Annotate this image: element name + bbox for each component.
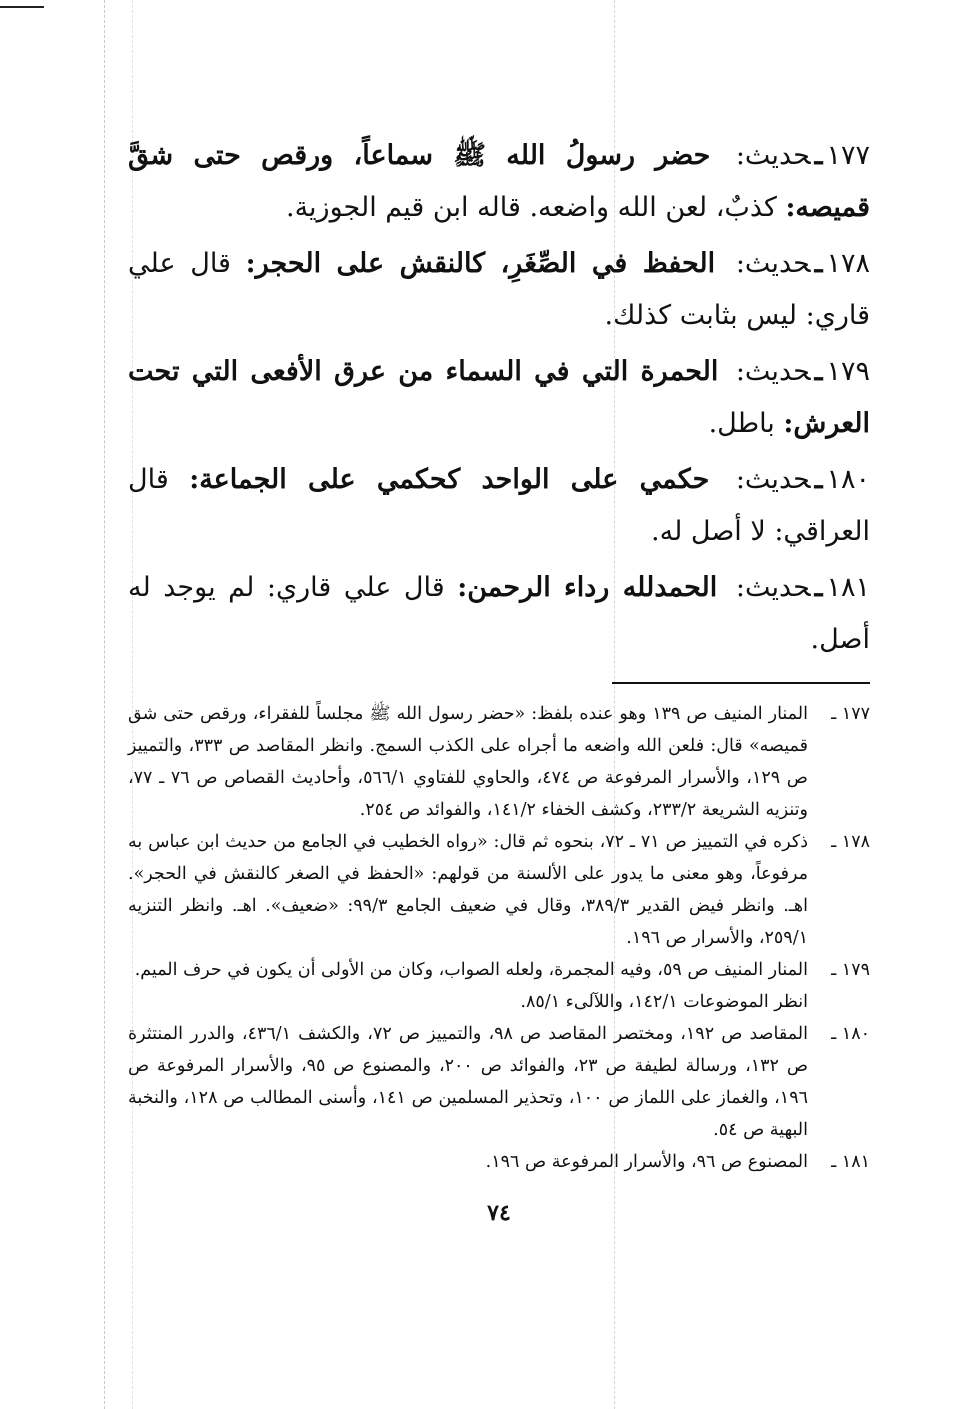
footnotes	[128, 698, 870, 1178]
entry-number: ١٧٨	[826, 248, 870, 279]
entry-label: حديث:	[735, 248, 811, 279]
footnote-number: ١٨٠ ـ	[831, 1024, 870, 1044]
footnote-number: ١٧٨ ـ	[831, 832, 870, 852]
hadith-text: الحفظ في الصِّغَرِ، كالنقش على الحجر:	[245, 248, 716, 279]
entry-dash: ـ	[814, 140, 823, 171]
page-number: ٧٤	[487, 1200, 511, 1226]
footnote-body	[128, 1018, 808, 1146]
footnote-body	[128, 698, 808, 826]
scan-fold-line	[104, 0, 105, 1409]
hadith-text: حضر رسولُ الله ﷺ سماعاً، ورقص حتى شقَّ قميصه:	[128, 140, 870, 223]
footnote-number: ١٧٧ ـ	[831, 704, 870, 724]
footnote	[128, 1146, 870, 1178]
hadith-entry	[128, 238, 870, 342]
footnote-number: ١٨١ ـ	[831, 1152, 870, 1172]
hadith-entry	[128, 346, 870, 450]
hadith-text: الحمرة التي في السماء من عرق الأفعى التي تحت العرش:	[128, 356, 870, 439]
hadith-entries	[128, 130, 870, 666]
hadith-verdict: كذبٌ، لعن الله واضعه. قاله ابن قيم الجوزية.	[285, 192, 777, 223]
footnote	[128, 826, 870, 954]
entry-dash: ـ	[814, 572, 823, 603]
entry-number: ١٧٧	[826, 140, 870, 171]
entry-number: ١٧٩	[826, 356, 870, 387]
footnote-body	[128, 826, 808, 954]
hadith-entry	[128, 130, 870, 234]
hadith-verdict: قال العراقي: لا أصل له.	[128, 464, 870, 547]
hadith-text: الحمدلله رداء الرحمن:	[457, 572, 718, 603]
entry-label: حديث:	[735, 356, 811, 387]
corner-crop-mark	[0, 6, 44, 8]
footnote-text: المقاصد ص ١٩٢، ومختصر المقاصد ص ٩٨، والتمييز ص ٧٢، والكشف ٤٣٦/١، والدرر المنتثرة ص ١٣٢، ورسالة لطيفة ص ٢٣، والفوائد ص ٢٠٠، والمصنوع ص ٩٥، والأسرار المرفوعة ص ١٩٦، والغماز على اللماز ص ١٠٠، وتحذير المسلمين ص ١٤١، وأسنى المطالب ص ١٢٨، والنخبة البهية ص ٥٤.	[128, 1024, 809, 1140]
hadith-verdict: باطل.	[708, 408, 775, 439]
entry-dash: ـ	[814, 248, 823, 279]
entry-number: ١٨١	[826, 572, 871, 603]
footnote-separator	[612, 682, 870, 684]
footnote-text: انظر الموضوعات ١٤٢/١، واللآلىء ٨٥/١.	[520, 992, 808, 1012]
hadith-entry	[128, 562, 870, 666]
hadith-entry	[128, 454, 870, 558]
entry-label: حديث:	[735, 140, 811, 171]
entry-dash: ـ	[814, 464, 823, 495]
hadith-text: حكمي على الواحد كحكمي على الجماعة:	[189, 464, 710, 495]
footnote-number: ١٧٩ ـ	[831, 960, 870, 980]
footnote	[128, 954, 870, 1018]
footnote	[128, 1018, 870, 1146]
entry-dash: ـ	[814, 356, 823, 387]
footnote-text: المصنوع ص ٩٦، والأسرار المرفوعة ص ١٩٦.	[485, 1152, 808, 1172]
footnote-text: ذكره في التمييز ص ٧١ ـ ٧٢، بنحوه ثم قال: «رواه الخطيب في الجامع من حديث ابن عباس به مرفوعاً، وهو معنى ما يدور على الألسنة من قولهم: «الحفظ في الصغر كالنقش في الحجر». اهـ. وانظر فيض القدير ٣٨٩/٣، وقال في ضعيف الجامع ٩٩/٣: «ضعيف». اهـ. وانظر التنزيه ٢٥٩/١، والأسرار ص ١٩٦.	[128, 832, 808, 948]
book-page	[128, 130, 870, 1226]
footnote	[128, 698, 870, 826]
hadith-verdict: قال علي قاري: ليس بثابت كذلك.	[128, 248, 870, 331]
footnote-text: المنار المنيف ص ٥٩، وفيه المجمرة، ولعله الصواب، وكان من الأولى أن يكون في حرف الميم.	[134, 960, 808, 980]
footnote-body	[128, 954, 808, 1018]
footnote-text: المنار المنيف ص ١٣٩ وهو عنده بلفظ: «حضر رسول الله ﷺ مجلساً للفقراء، ورقص حتى شق قميصه» قال: فلعن الله واضعه ما أجراه على الكذب السمج. وانظر المقاصد ص ٣٣٣، والتمييز ص ١٢٩، والأسرار المرفوعة ص ٤٧٤، والحاوي للفتاوي ٥٦٦/١، وأحاديث القصاص ص ٧٦ ـ ٧٧، وتنزيه الشريعة ٢٣٣/٢، وكشف الخفاء ١٤١/٢، والفوائد ص ٢٥٤.	[128, 704, 808, 820]
entry-number: ١٨٠	[826, 464, 870, 495]
entry-label: حديث:	[735, 464, 811, 495]
hadith-verdict: قال علي قاري: لم يوجد له أصل.	[128, 572, 870, 655]
entry-label: حديث:	[735, 572, 811, 603]
footnote-body	[128, 1146, 808, 1178]
